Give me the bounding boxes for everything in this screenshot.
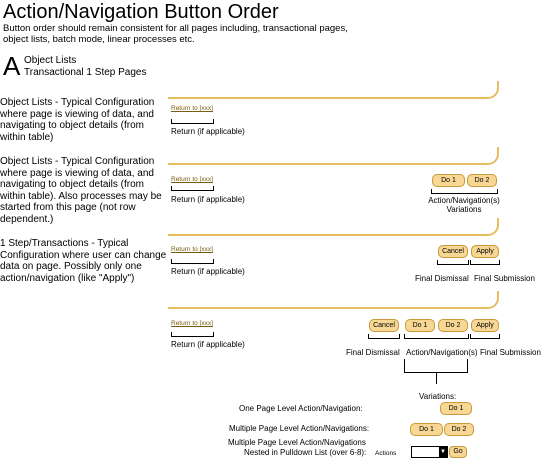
row4-apply-button[interactable]: Apply bbox=[471, 319, 499, 332]
row2-frame-top bbox=[168, 163, 486, 165]
connector-left bbox=[404, 359, 405, 373]
row1-return-link[interactable]: Return to [xxx] bbox=[171, 105, 213, 112]
variation-one-label: One Page Level Action/Navigation: bbox=[239, 404, 363, 413]
variation-nested-label-line1: Multiple Page Level Action/Navigations bbox=[228, 438, 366, 447]
row2-return-bracket bbox=[171, 186, 214, 191]
row3-cancel-button[interactable]: Cancel bbox=[438, 245, 468, 258]
row3-apply-button[interactable]: Apply bbox=[471, 245, 499, 258]
row2-return-link[interactable]: Return to [xxx] bbox=[171, 176, 213, 183]
row4-return-label: Return (if applicable) bbox=[171, 340, 245, 349]
go-button[interactable]: Go bbox=[449, 446, 467, 458]
row4-action-bracket bbox=[404, 334, 469, 339]
variation-multiple-do1-button[interactable]: Do 1 bbox=[410, 423, 443, 436]
row4-cancel-button[interactable]: Cancel bbox=[369, 319, 399, 332]
row4-final-submission-label: Final Submission bbox=[480, 348, 541, 357]
page-title: Action/Navigation Button Order bbox=[3, 1, 279, 23]
row3-submission-bracket bbox=[470, 260, 500, 265]
row1-frame-top bbox=[168, 97, 486, 99]
row1-return-label: Return (if applicable) bbox=[171, 127, 245, 136]
page-subtitle: Button order should remain consistent for all pages including, transactional pages, object lists, batch mode, linear processes etc. bbox=[3, 23, 348, 45]
row2-description: Object Lists - Typical Configuration where page is viewing of data, and navigating to object details (from within table). Also processes may be started from this page (not row dependent.) bbox=[0, 156, 162, 225]
row4-frame-top bbox=[168, 307, 486, 309]
row3-frame-corner bbox=[486, 218, 499, 236]
row4-submission-bracket bbox=[470, 334, 500, 339]
section-name-line2: Transactional 1 Step Pages bbox=[24, 67, 147, 78]
variation-multiple-do2-button[interactable]: Do 2 bbox=[444, 423, 474, 436]
row4-do1-button[interactable]: Do 1 bbox=[405, 319, 435, 332]
row1-description: Object Lists - Typical Configuration where page is viewing of data, and navigating to object details (from within table) bbox=[0, 97, 155, 143]
row4-action-navigation-label: Action/Navigation(s) bbox=[406, 348, 478, 357]
row3-description: 1 Step/Transactions - Typical Configuration where user can change data on page. Possibly only one action/navigation (like "Apply") bbox=[0, 238, 167, 284]
variations-heading: Variations: bbox=[419, 392, 457, 401]
section-letter: A bbox=[3, 51, 21, 81]
row1-return-bracket bbox=[171, 119, 214, 124]
row3-return-link[interactable]: Return to [xxx] bbox=[171, 246, 213, 253]
row2-return-label: Return (if applicable) bbox=[171, 195, 245, 204]
row3-final-dismissal-label: Final Dismissal bbox=[415, 274, 469, 283]
row2-action-bracket bbox=[431, 189, 498, 194]
actions-select-label: Actions bbox=[375, 450, 397, 457]
chevron-down-icon: ▼ bbox=[440, 449, 446, 455]
variation-nested-label-line2: Nested in Pulldown List (over 6-8): bbox=[244, 448, 367, 457]
connector-stem bbox=[436, 373, 437, 384]
row3-final-submission-label: Final Submission bbox=[474, 274, 535, 283]
section-name-line1: Object Lists bbox=[24, 55, 77, 66]
row4-return-link[interactable]: Return to [xxx] bbox=[171, 320, 213, 327]
row2-group-label: Action/Navigation(s) Variations bbox=[428, 196, 500, 214]
row4-return-bracket bbox=[171, 332, 214, 337]
row3-frame-top bbox=[168, 234, 486, 236]
row3-return-bracket bbox=[171, 259, 214, 264]
row1-frame-corner bbox=[486, 81, 499, 99]
variation-one-do1-button[interactable]: Do 1 bbox=[440, 402, 472, 415]
actions-pulldown[interactable] bbox=[411, 446, 448, 458]
row3-dismissal-bracket bbox=[437, 260, 469, 265]
row4-frame-corner bbox=[486, 291, 499, 309]
row4-dismissal-bracket bbox=[368, 334, 400, 339]
row2-do2-button[interactable]: Do 2 bbox=[467, 174, 497, 187]
row2-frame-corner bbox=[486, 147, 499, 165]
row3-return-label: Return (if applicable) bbox=[171, 267, 245, 276]
row2-do1-button[interactable]: Do 1 bbox=[432, 174, 465, 187]
variation-multiple-label: Multiple Page Level Action/Navigations: bbox=[229, 424, 370, 433]
row4-final-dismissal-label: Final Dismissal bbox=[346, 348, 400, 357]
connector-right bbox=[467, 359, 468, 373]
row4-do2-button[interactable]: Do 2 bbox=[438, 319, 468, 332]
